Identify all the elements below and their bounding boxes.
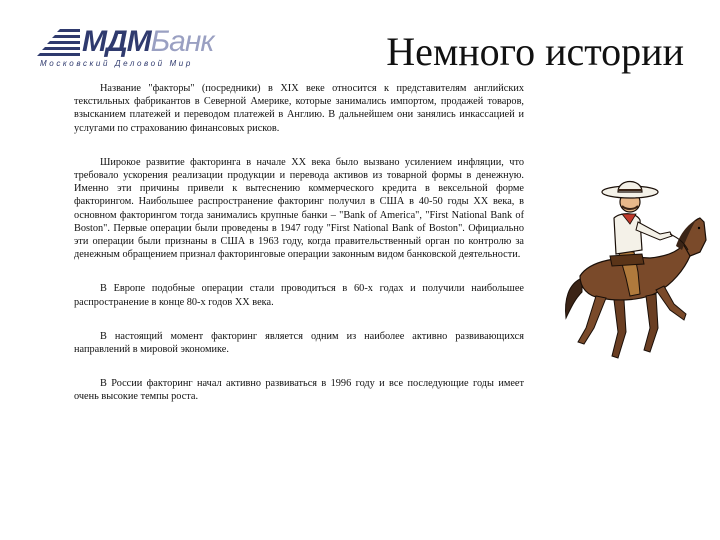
paragraph-present: В настоящий момент факторинг является одним из наиболее активно развивающихся направлений в мировой экономике. [74,330,524,356]
paragraph-europe: В Европе подобные операции стали проводиться в 60-х годах и получили наибольшее распространение в конце 80-х годов XX века. [74,283,524,308]
logo-name-primary: МДМ [82,25,151,58]
logo-wordmark [82,27,214,57]
paragraph-development: Широкое развитие факторинга в начале XX века было вызвано усилением инфляции, что требовало ускорения реализации продукции и перевода активов из товарной формы в денежную. Именно эти причины привели к вытеснению коммерческого кредита в вексельной форме факторингом. Наибольшее распространение факторинг получил в США в 40-50 годы XX века, в основном факторингом тогда занимались крупные банки – "Bank of America", "First National Bank of Boston". Первые операции были проведены в 1947 году "First National Bank of Boston". Официально эти операции были признаны в США в 1963 году, когда правительственный орган по контролю за денежным обращением признал факторинговые операции законным видом банковской деятельности. [74,156,524,261]
cowboy-on-horse-icon [560,160,708,380]
bank-logo [34,25,214,71]
logo-tagline: Московский Деловой Мир [40,59,193,68]
horse-rider-illustration [560,160,708,380]
logo-stripes-icon [34,29,80,59]
paragraph-russia: В России факторинг начал активно развиваться в 1996 году и все последующие годы имеет очень высокие темпы роста. [74,378,524,403]
paragraph-origin: Название "факторы" (посредники) в XIX веке относится к представителям английских текстильных фабрикантов в Северной Америке, которые занимались импортом, продажей товаров, взысканием платежей и переводом платежей в Англию. В дальнейшем они занялись инкассацией и услугами по страхованию финансовых рисков. [74,83,524,134]
logo-name-secondary: Банк [150,25,214,58]
history-text [74,82,524,425]
page-title: Немного истории [386,29,684,74]
